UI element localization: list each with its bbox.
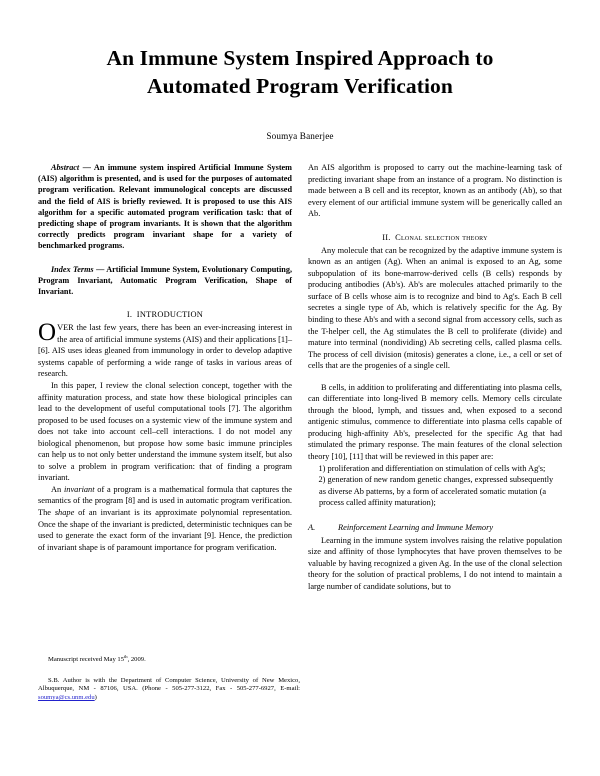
list-item: 2) generation of new random genetic changes, expressed subsequently as diverse Ab patterns, by a form of accelerated somatic mutation (a process called affinity maturation); [318, 475, 554, 508]
drop-cap-letter: O [38, 319, 57, 347]
section-numeral: I. [126, 310, 133, 320]
subsection-letter: A. [308, 522, 316, 532]
subsection-heading-a [308, 523, 562, 532]
p3-italic-shape: shape [54, 507, 75, 517]
manuscript-ordinal-suffix: th [124, 654, 128, 659]
page-title: An Immune System Inspired Approach to Automated Program Verification [106, 46, 494, 99]
footnote-manuscript-date [38, 653, 300, 665]
footnote-affiliation [38, 677, 300, 703]
index-terms-dash: — [96, 264, 105, 274]
manuscript-text-b: , 2009. [127, 656, 146, 664]
email-link[interactable]: soumya@cs.unm.edu [38, 693, 95, 701]
abstract-label: Abstract [51, 163, 80, 172]
section-title-2: Clonal selection theory [395, 232, 488, 242]
p3-italic-invariant: invariant [63, 484, 95, 494]
section-title: INTRODUCTION [136, 310, 204, 320]
abstract-paragraph [38, 162, 292, 252]
manuscript-text-a: Manuscript received May 15 [48, 656, 124, 664]
p3-seg-b: of a program is a mathematical formula that captures the semantics of the program [8] and is used in automatic program verification. The [38, 484, 292, 517]
subsection-a-paragraph: Learning in the immune system involves raising the relative population size and affinity of those lymphocytes that have proven themselves to be valuable by having recognized a given Ag. In the use of the clonal selection theory for the solution of practical problems, I do not intend to maintain a large number of candidate solutions, but to [308, 535, 562, 591]
abstract-dash: — [82, 163, 91, 172]
author-name: Soumya Banerjee [266, 130, 334, 141]
clonal-feature-list [308, 463, 562, 509]
intro-paragraph-1 [38, 319, 292, 380]
abstract-text: An immune system inspired Artificial Immune System (AIS) algorithm is presented, and is used for the purposes of automated program verification. Relevant immunological concepts are discussed and the field of AIS is briefly reviewed. It is proposed to use this AIS algorithm for a specific automated program verification task: that of predicting shape of program invariants. It is shown that the algorithm correctly predicts program invariant shape for a variety of benchmarked programs. [38, 163, 292, 251]
affiliation-text-b: ) [94, 693, 97, 701]
subsection-title: Reinforcement Learning and Immune Memory [338, 522, 494, 532]
ais-intro-paragraph: An AIS algorithm is proposed to carry out the machine-learning task of predicting invariant shape from an instance of a program. No distinction is made between a B cell and its receptor, known as an antibody (Ab), so that every element of our artificial immune system will be generically called an Ab. [308, 163, 562, 219]
section-numeral-2: II. [382, 232, 391, 242]
affiliation-text-a: S.B. Author is with the Department of Computer Science, University of New Mexico, Albuquerque, NM - 87106, USA. (Phone - 505-277-3122, Fax - 505-277-6927, E-mail: [38, 676, 300, 693]
index-terms-text: Artificial Immune System, Evolutionary Computing, Program Invariant, Automatic Program Verification, Shape of Invariant. [38, 264, 292, 297]
section-heading-clonal-selection [308, 233, 562, 242]
intro-paragraph-1-text: VER the last few years, there has been an ever-increasing interest in the area of artificial immune systems (AIS) and their applications [1]–[6]. AIS uses ideas gleaned from immunology in order to develop adaptive systems capable of performing a wide range of tasks in various areas of research. [38, 323, 292, 379]
intro-paragraph-2: In this paper, I review the clonal selection concept, together with the affinity maturation process, and state how these biological principles can lead to the development of useful computational tools [7]. The algorithm proposed to be used focuses on a systemic view of the immune system and does not take into account cell–cell interactions. I do not model any biological phenomenon, but propose how some basic immune principles can help us to not only better understand the immune system itself, but also to solve a problem in program verification: that of finding a program invariant. [38, 380, 292, 483]
p3-seg-a: An [51, 484, 64, 494]
intro-paragraph-3 [38, 484, 292, 553]
p3-seg-c: of an invariant is its approximate polynomial representation. Once the shape of the invariant is predicted, deterministic techniques can be used to generate the exact form of the invariant [9]. Hence, the prediction of invariant shape is of paramount importance for program verification. [38, 507, 292, 552]
title-block [0, 0, 600, 142]
index-terms-label: Index Terms [51, 264, 94, 274]
clonal-paragraph-1: Any molecule that can be recognized by the adaptive immune system is known as an antigen (Ag). When an animal is exposed to an Ag, some subpopulation of its bone-marrow-derived cells (B cells) responds by producing antibodies (Ab's). Ab's are molecules attached primarily to the surface of B cells whose aim is to recognize and bind to Ag's. Each B cell secretes a single type of Ab, which is relatively specific for the Ag. By binding to these Ab's and with a second signal from accessory cells, such as the T-helper cell, the Ag stimulates the B cell to proliferate (divide) and mature into terminal (nondividing) Ab secreting cells, called plasma cells. The process of cell division (mitosis) generates a clone, i.e., a cell or set of cells that are the progenies of a single cell. [308, 245, 562, 371]
right-column [308, 162, 562, 772]
footnote-area [38, 648, 300, 703]
list-item: 1) proliferation and differentiation on stimulation of cells with Ag's; [318, 463, 546, 473]
section-heading-introduction [38, 310, 292, 319]
index-terms-paragraph [38, 264, 292, 298]
clonal-paragraph-2: B cells, in addition to proliferating and differentiating into plasma cells, can differentiate into long-lived B memory cells. Memory cells circulate through the blood, lymph, and tissues and, when exposed to a second antigenic stimulus, commence to differentiate into plasma cells capable of producing high-affinity Ab's, preselected for the specific Ag that had stimulated the primary response. The main features of the clonal selection theory [10], [11] that will be reviewed in this paper are: [308, 382, 562, 462]
